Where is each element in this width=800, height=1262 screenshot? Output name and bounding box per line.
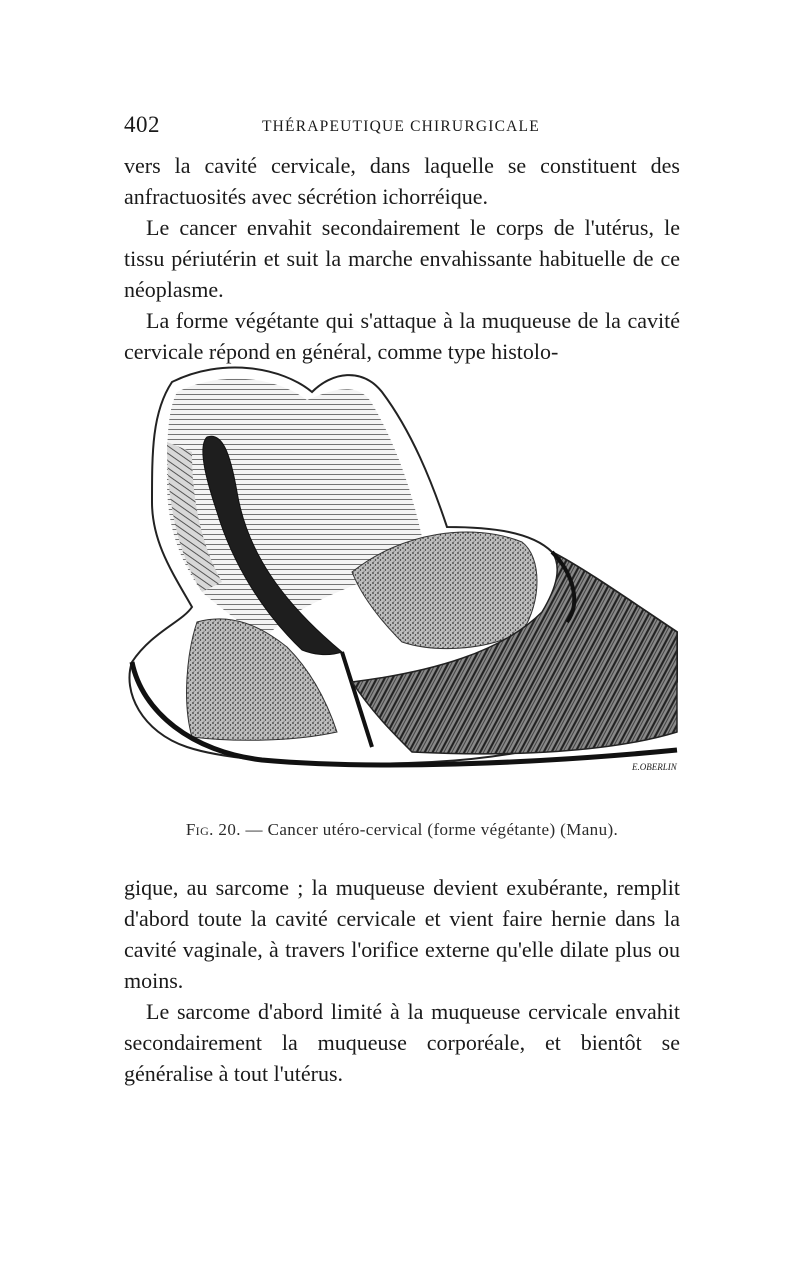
uterus-engraving (112, 352, 692, 792)
paragraph: La forme végétante qui s'attaque à la muqueuse de la cavité cervicale répond en général, comme type histolo- (124, 308, 680, 364)
running-head: THÉRAPEUTIQUE CHIRURGICALE (262, 118, 540, 135)
page-number: 402 (124, 112, 160, 137)
figure-label: Fig. 20. (185, 820, 241, 839)
paragraph: vers la cavité cervicale, dans laquelle se constituent des anfractuosités avec sécrétion ichorréique. (124, 153, 680, 209)
paragraph: gique, au sarcome ; la muqueuse devient exubérante, remplit d'abord toute la cavité cervicale et vient faire hernie dans la cavité vaginale, à travers l'orifice externe qu'elle dilate plus ou moins. (124, 875, 680, 993)
engraver-signature: E.OBERLIN (632, 762, 677, 772)
paragraph: Le sarcome d'abord limité à la muqueuse cervicale envahit secondairement la muqueuse corporéale, et bientôt se généralise à tout l'utérus. (124, 999, 680, 1086)
text-block-top (124, 150, 680, 367)
text-block-bottom (124, 872, 680, 1089)
paragraph: Le cancer envahit secondairement le corps de l'utérus, le tissu périutérin et suit la marche envahissante habituelle de ce néoplasme. (124, 215, 680, 302)
figure-caption-text: — Cancer utéro-cervical (forme végétante) (Manu). (245, 820, 619, 839)
page-header (124, 112, 680, 142)
figure-caption (132, 820, 672, 840)
anatomical-figure (112, 352, 692, 792)
